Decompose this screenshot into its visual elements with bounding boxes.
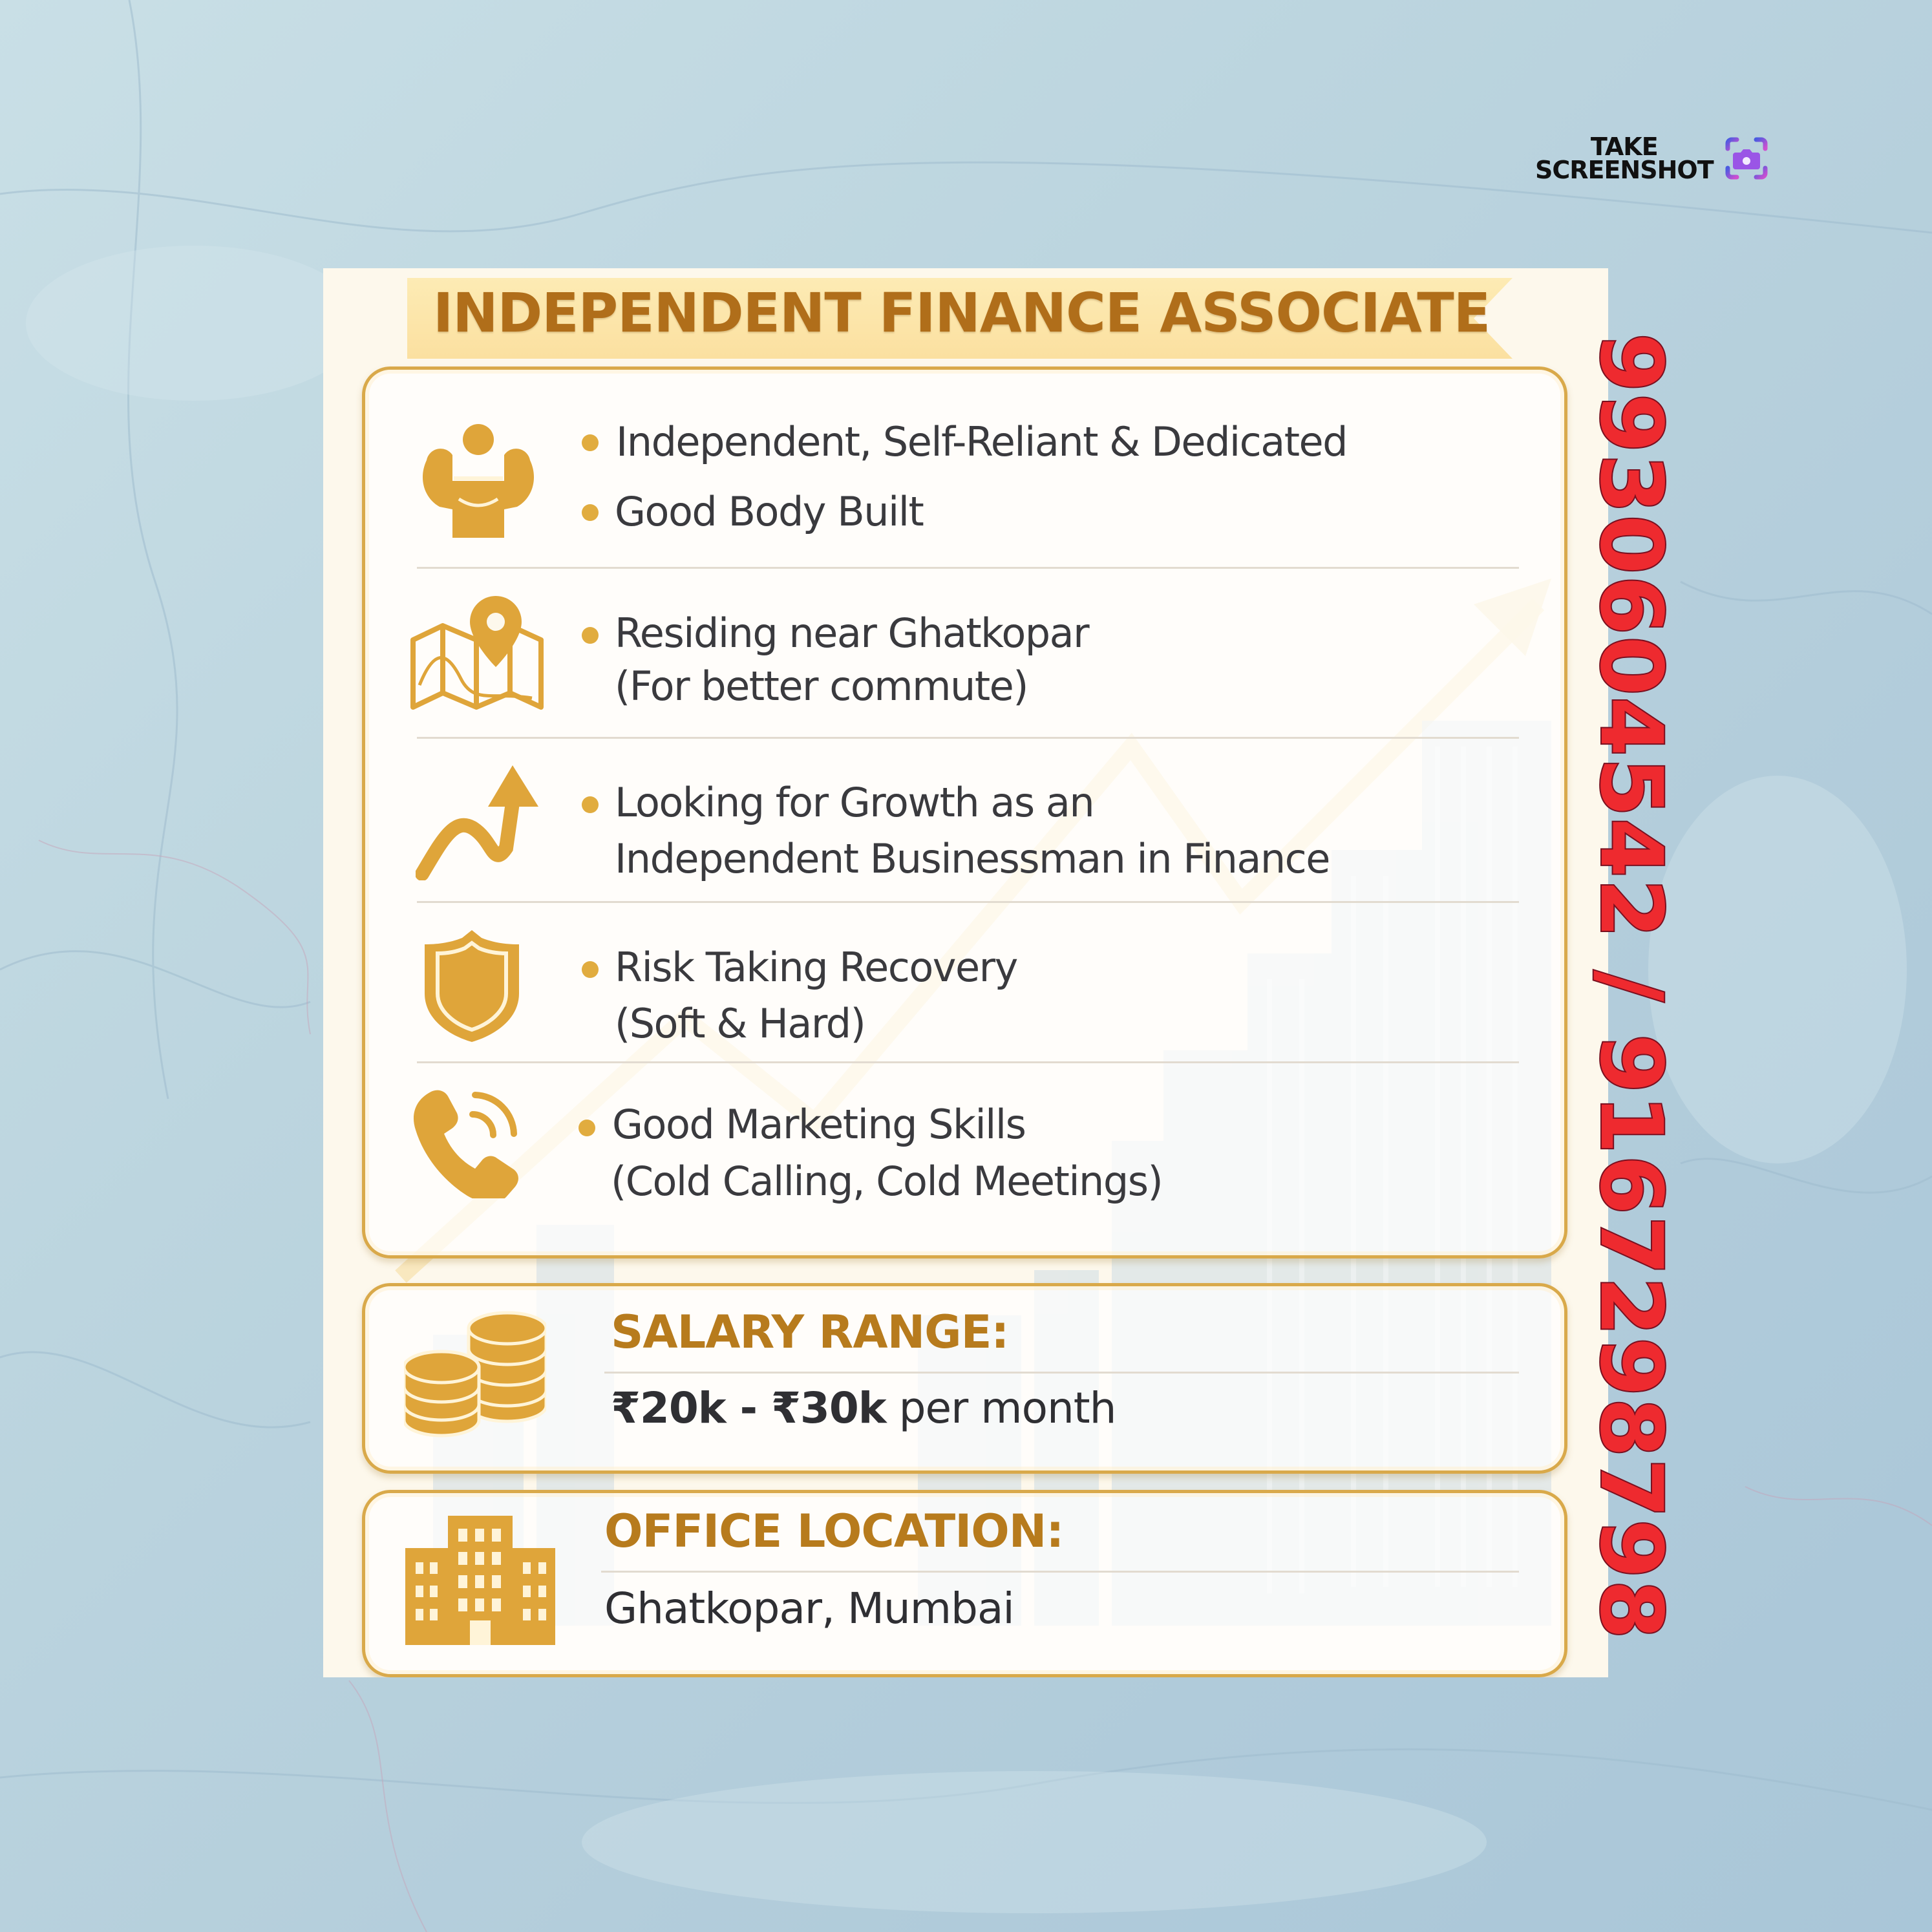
- salary-card: [362, 1283, 1567, 1474]
- bullet-dot: [582, 504, 599, 521]
- salary-value: [611, 1383, 1116, 1433]
- bullet-dot: [582, 434, 599, 451]
- requirement-text: Risk Taking Recovery: [615, 944, 1017, 991]
- salary-amount: ₹20k - ₹30k: [611, 1383, 886, 1433]
- bullet-dot: [582, 961, 599, 978]
- muscle-man-icon: [401, 421, 556, 538]
- office-building-icon: [405, 1516, 560, 1645]
- bullet-dot: [582, 796, 599, 813]
- requirement-text: (Soft & Hard): [615, 1000, 865, 1047]
- shield-icon: [423, 929, 520, 1042]
- job-poster: [323, 268, 1608, 1677]
- requirement-row: [365, 738, 1564, 901]
- take-screenshot-watermark: [1535, 134, 1770, 182]
- bullet-dot: [582, 627, 599, 644]
- requirement-text: Independent Businessman in Finance: [615, 835, 1330, 882]
- section-divider: [601, 1571, 1519, 1573]
- phone-call-icon: [410, 1088, 520, 1198]
- contact-phone-numbers: [1581, 333, 1681, 1641]
- requirement-row: [365, 569, 1564, 737]
- requirement-text: Good Marketing Skills: [612, 1101, 1026, 1148]
- salary-suffix: per month: [898, 1383, 1116, 1433]
- requirement-text: (Cold Calling, Cold Meetings): [611, 1158, 1163, 1205]
- requirement-text: Residing near Ghatkopar: [615, 610, 1089, 657]
- coins-stack-icon: [404, 1309, 546, 1438]
- brand-line-2: SCREENSHOT: [1535, 156, 1714, 184]
- requirements-card: [362, 366, 1567, 1258]
- requirement-text: Looking for Growth as an: [615, 779, 1094, 826]
- requirement-text: Independent, Self-Reliant & Dedicated: [616, 418, 1348, 465]
- bullet-dot: [579, 1120, 595, 1136]
- requirement-row: [365, 370, 1564, 567]
- phone-numbers-text: 9930604542 / 9167298798: [1581, 333, 1681, 1641]
- requirement-text: Good Body Built: [615, 488, 924, 535]
- brand-line-1: TAKE: [1590, 133, 1658, 161]
- brand-wordmark: [1535, 135, 1714, 182]
- growth-arrow-icon: [416, 764, 538, 880]
- section-divider: [604, 1372, 1519, 1374]
- requirement-row: [365, 903, 1564, 1061]
- office-location-card: [362, 1490, 1567, 1677]
- salary-title: SALARY RANGE:: [611, 1306, 1009, 1359]
- requirement-row: [365, 1063, 1564, 1250]
- camera-capture-icon: [1723, 134, 1770, 182]
- requirement-text: (For better commute): [615, 663, 1028, 710]
- office-title: OFFICE LOCATION:: [604, 1505, 1064, 1558]
- poster-title: INDEPENDENT FINANCE ASSOCIATE: [433, 281, 1491, 345]
- map-pin-icon: [409, 595, 545, 711]
- office-location-value: Ghatkopar, Mumbai: [604, 1584, 1014, 1633]
